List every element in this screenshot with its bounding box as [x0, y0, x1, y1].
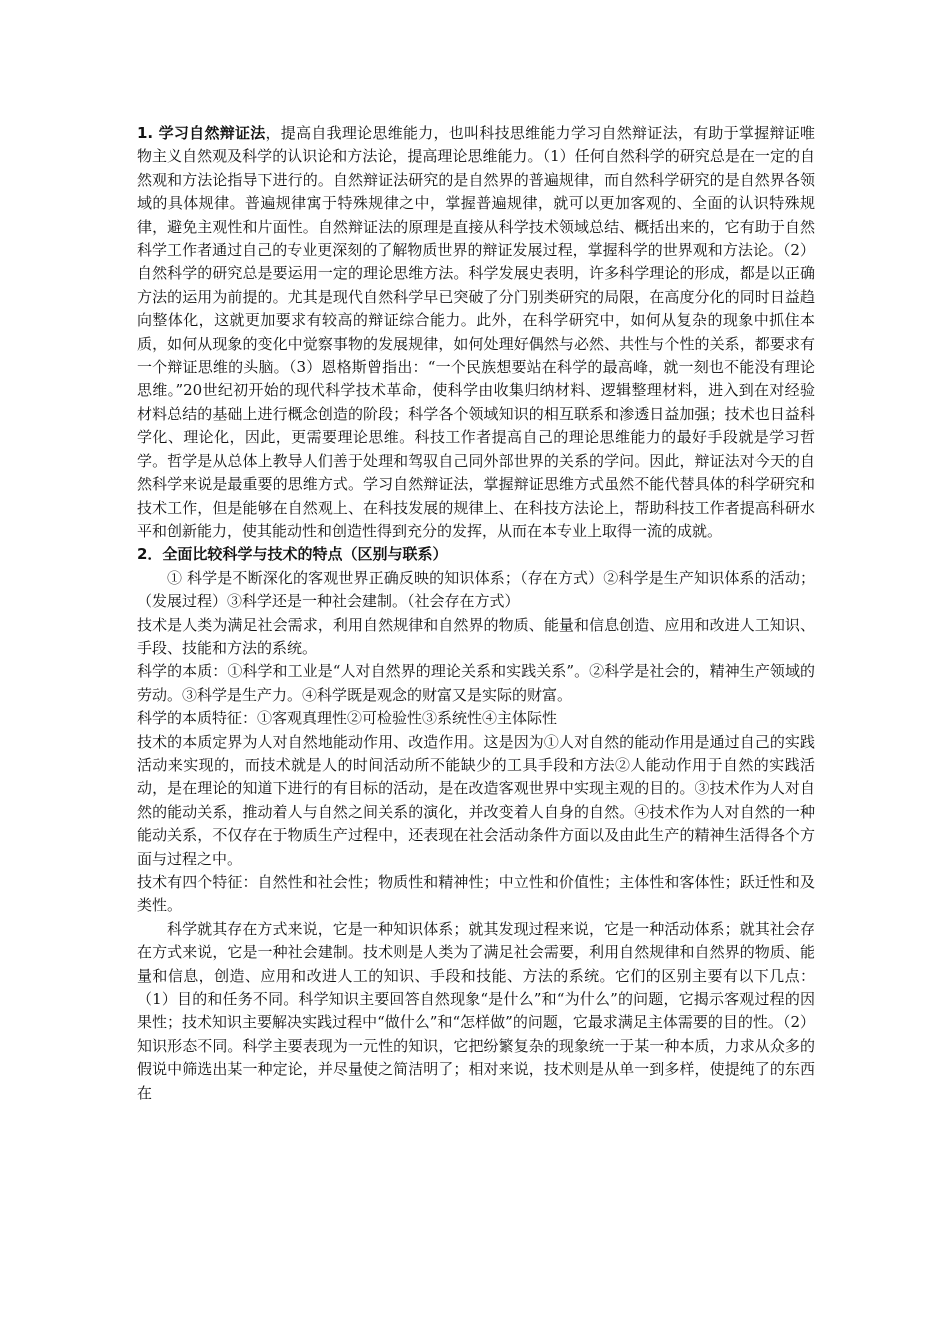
- section-2-heading: 2．全面比较科学与技术的特点（区别与联系）: [137, 545, 448, 564]
- section-1-body: ，提高自我理论思维能力，也叫科技思维能力学习自然辩证法，有助于掌握辩证唯物主义自然观及科学的认识论和方法论，提高理论思维能力。（1）任何自然科学的研究总是在一定的自然观和方法论指导下进行的。自然辩证法研究的是自然界的普遍规律，而自然科学研究的是自然界各领域的具体规律。普遍规律寓于特殊规律之中，掌握普遍规律，就可以更加客观的、全面的认识特殊规律，避免主观性和片面性。自然辩证法的原理是直接从科学技术领域总结、概括出来的，它有助于自然科学工作者通过自己的专业更深刻的了解物质世界的辩证发展过程，掌握科学的世界观和方法论。（2）自然科学的研究总是要运用一定的理论思维方法。科学发展史表明，许多科学理论的形成，都是以正确方法的运用为前提的。尤其是现代自然科学早已突破了分门别类研究的局限，在高度分化的同时日益趋向整体化，这就更加要求有较高的辩证综合能力。此外，在科学研究中，如何从复杂的现象中抓住本质，如何从现象的变化中觉察事物的发展规律，如何处理好偶然与必然、共性与个性的关系，都要求有一个辩证思维的头脑。（3）恩格斯曾指出：“一个民族想要站在科学的最高峰，就一刻也不能没有理论思维。”20世纪初开始的现代科学技术革命，使科学由收集归纳材料、逻辑整理材料，进入到在对经验材料总结的基础上进行概念创造的阶段；科学各个领域知识的相互联系和渗透日益加强；技术也日益科学化、理论化，因此，更需要理论思维。科技工作者提高自己的理论思维能力的最好手段就是学习哲学。哲学是从总体上教导人们善于处理和驾驭自己同外部世界的关系的学问。因此，辩证法对今天的自然科学来说是最重要的思维方式。学习自然辩证法，掌握辩证思维方式虽然不能代替具体的科学研究和技术工作，但是能够在自然观上、在科技发展的规律上、在科技方法论上，帮助科技工作者提高科研水平和创新能力，使其能动性和创造性得到充分的发挥，从而在本专业上取得一流的成就。: [137, 124, 815, 540]
- section-1-paragraph: [137, 122, 815, 543]
- section-2-paragraph-2: 技术是人类为满足社会需求，利用自然规律和自然界的物质、能量和信息创造、应用和改进人工知识、手段、技能和方法的系统。: [137, 615, 815, 657]
- section-2-paragraph-1: ① 科学是不断深化的客观世界正确反映的知识体系；（存在方式）②科学是生产知识体系的活动；（发展过程）③科学还是一种社会建制。（社会存在方式）: [137, 568, 815, 611]
- section-2-paragraph-4: 科学的本质特征：①客观真理性②可检验性③系统性④主体际性: [137, 709, 558, 728]
- section-2-paragraph-7: 科学就其存在方式来说，它是一种知识体系；就其发现过程来说，它是一种活动体系；就其社会存在方式来说，它是一种社会建制。技术则是人类为了满足社会需要，利用自然规律和自然界的物质、能量和信息，创造、应用和改进人工的知识、手段和技能、方法的系统。它们的区别主要有以下几点：（1）目的和任务不同。科学知识主要回答自然现象“是什么”和“为什么”的问题，它揭示客观过程的因果性；技术知识主要解决实践过程中“做什么”和“怎样做”的问题，它最求满足主体需要的目的性。（2）知识形态不同。科学主要表现为一元性的知识，它把纷繁复杂的现象统一于某一种本质，力求从众多的假说中筛选出某一种定论，并尽量使之简洁明了；相对来说，技术则是从单一到多样，使提纯了的东西在: [137, 919, 815, 1102]
- section-2-paragraph-6: 技术有四个特征：自然性和社会性；物质性和精神性；中立性和价值性；主体性和客体性；跃迁性和及类性。: [137, 873, 815, 915]
- document-page: [137, 122, 815, 1105]
- section-2-paragraph-5: 技术的本质定界为人对自然地能动作用、改造作用。这是因为①人对自然的能动作用是通过自己的实践活动来实现的，而技术就是人的时间活动所不能缺少的工具手段和方法②人能动作用于自然的实践活动，是在理论的知道下进行的有目标的活动，是在改造客观世界中实现主观的目的。③技术作为人对自然的能动关系，推动着人与自然之间关系的演化，并改变着人自身的自然。④技术作为人对自然的一种能动关系，不仅存在于物质生产过程中，还表现在社会活动条件方面以及由此生产的精神生活得各个方面与过程之中。: [137, 732, 815, 868]
- section-2-paragraph-3: 科学的本质：①科学和工业是“人对自然界的理论关系和实践关系”。②科学是社会的，精神生产领域的劳动。③科学是生产力。④科学既是观念的财富又是实际的财富。: [137, 662, 815, 704]
- section-1-title: 1. 学习自然辩证法: [137, 124, 266, 142]
